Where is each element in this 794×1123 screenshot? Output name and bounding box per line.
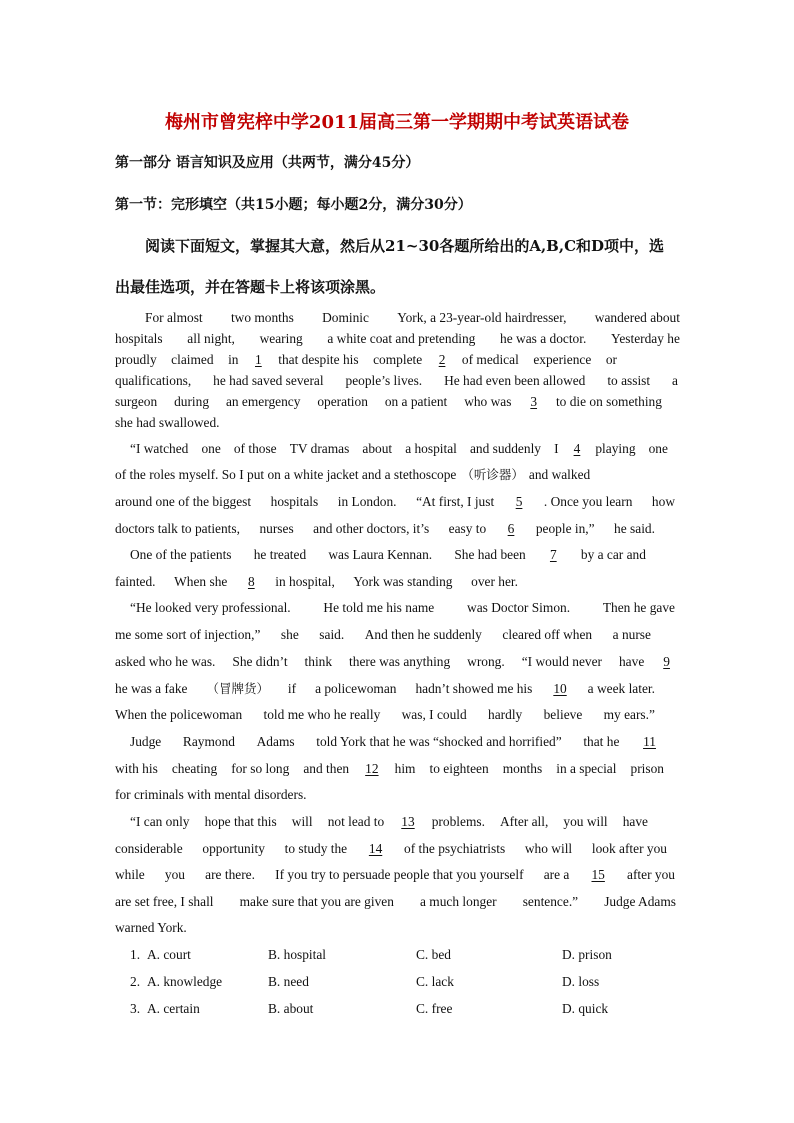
blank-7[interactable]: 7 [549, 547, 557, 562]
passage-line: with his cheating for so long and then 12 him to eighteen months in a special prison [115, 759, 664, 779]
passage-line: “He looked very professional. He told me his name was Doctor Simon. Then he gave [130, 600, 675, 615]
exam-title: 梅州市曾宪梓中学2011届高三第一学期期中考试英语试卷 [164, 112, 630, 133]
passage-line: considerable opportunity to study the 14 of the psychiatrists who will look after you [115, 839, 667, 859]
passage-line: Judge Raymond Adams told York that he was “shocked and horrified” that he 11 [130, 732, 658, 752]
instruction-line-1: 阅读下面短文，掌握其大意，然后从21~30各题所给出的A,B,C和D项中，选 [145, 237, 665, 255]
blank-10[interactable]: 10 [553, 681, 567, 696]
passage-line: he was a fake （冒牌货） if a policewoman hadn’t showed me his 10 a week later. [115, 679, 655, 699]
passage-line: of the roles myself. So I put on a white jacket and a stethoscope （听诊器） and walked [115, 467, 591, 482]
option-a[interactable]: A. certain [147, 1001, 200, 1016]
passage-line: me some sort of injection,” she said. And then he suddenly cleared off when a nurse [115, 627, 651, 642]
passage-line: For almost two months Dominic York, a 23-year-old hairdresser, wandered about [145, 310, 680, 325]
option-b[interactable]: B. about [268, 1001, 314, 1016]
passage-line: qualifications, he had saved several people’s lives. He had even been allowed to assist a [115, 373, 678, 388]
blank-15[interactable]: 15 [591, 867, 605, 882]
blank-6[interactable]: 6 [507, 521, 515, 536]
passage-line: warned York. [115, 920, 187, 935]
passage-line: around one of the biggest hospitals in London. “At first, I just 5 . Once you learn how [115, 492, 675, 512]
option-c[interactable]: C. bed [416, 947, 451, 962]
blank-9[interactable]: 9 [663, 654, 670, 669]
blank-3[interactable]: 3 [530, 394, 538, 409]
passage-line: surgeon during an emergency operation on a patient who was 3 to die on something [115, 392, 662, 412]
blank-1[interactable]: 1 [255, 352, 262, 367]
option-a[interactable]: A. court [147, 947, 191, 962]
blank-4[interactable]: 4 [573, 441, 581, 456]
part-heading: 第一部分 语言知识及应用（共两节，满分45分） [115, 155, 420, 171]
passage-line: for criminals with mental disorders. [115, 787, 307, 802]
instruction-line-2: 出最佳选项，并在答题卡上将该项涂黑。 [115, 278, 386, 296]
blank-5[interactable]: 5 [515, 494, 523, 509]
blank-13[interactable]: 13 [401, 814, 415, 829]
passage-line: proudly claimed in 1 that despite his complete 2 of medical experience or [115, 350, 617, 370]
option-b[interactable]: B. need [268, 974, 309, 989]
option-d[interactable]: D. quick [562, 1001, 609, 1016]
passage-line: she had swallowed. [115, 415, 220, 430]
passage-line: fainted. When she 8 in hospital, York was standing over her. [115, 572, 518, 592]
option-d[interactable]: D. loss [562, 974, 600, 989]
passage-line: hospitals all night, wearing a white coat and pretending he was a doctor. Yesterday he [115, 331, 680, 346]
passage-line: doctors talk to patients, nurses and other doctors, it’s easy to 6 people in,” he said. [115, 519, 655, 539]
passage-line: “I can only hope that this will not lead to 13 problems. After all, you will have [130, 812, 648, 832]
passage-line: while you are there. If you try to persuade people that you yourself are a 15 after you [115, 865, 675, 885]
passage-line: asked who he was. She didn’t think there was anything wrong. “I would never have 9 [115, 652, 672, 672]
passage-line: One of the patients he treated was Laura Kennan. She had been 7 by a car and [130, 545, 646, 565]
option-d[interactable]: D. prison [562, 947, 612, 962]
passage-line: When the policewoman told me who he really was, I could hardly believe my ears.” [115, 707, 655, 722]
blank-14[interactable]: 14 [368, 841, 383, 856]
option-c[interactable]: C. lack [416, 974, 454, 989]
option-c[interactable]: C. free [416, 1001, 453, 1016]
passage-line: are set free, I shall make sure that you are given a much longer sentence.” Judge Adams [115, 894, 676, 909]
blank-8[interactable]: 8 [247, 574, 255, 589]
option-a[interactable]: A. knowledge [147, 974, 223, 989]
section-heading: 第一节：完形填空（共15小题；每小题2分，满分30分） [115, 197, 472, 213]
blank-12[interactable]: 12 [365, 761, 379, 776]
passage-line: “I watched one of those TV dramas about a hospital and suddenly I 4 playing one [130, 439, 668, 459]
option-b[interactable]: B. hospital [268, 947, 327, 962]
exam-page: 梅州市曾宪梓中学2011届高三第一学期期中考试英语试卷 第一部分 语言知识及应用（共两节，满分45分） 第一节：完形填空（共15小题；每小题2分，满分30分） 阅读下面短文，掌握其大意，然后从21~30各题所给出的A,B,C和D项中，选 出最佳选项，并在答题卡上将该项涂黑。 For almost two months Dominic York, a 23-year-old hairdresser, wandered about hospitals all night, wearing a white coat and pretending he was a doctor. Yesterday he proudly claimed in 1 that despite his complete 2 of medical experience or qualifications, he had saved several people’s lives. He had even been allowed to assist a surgeon during an emergency operation on a patient who was 3 to die on something she had swallowed. “I watched one of those TV dramas about a hospital and suddenly I 4 playing one of the roles myself. So I put on a white jacket and a stethoscope （听诊器） and walked around one of the biggest hospitals in London. “At first, I just 5 . Once you learn how doctors talk to patients, nurses and other doctors, it’s easy to 6 people in,” he said. One of the patients he treated was Laura Kennan. She had been 7 by a car and fainted. When she 8 in hospital, York was standing over her. “He looked very professional. He told me his name was Doctor Simon. Then he gave me some sort of injection,” she said. And then he suddenly cleared off when a nurse asked who he was. She didn’t think there was anything wrong. “I would never have 9 he was a fake （冒牌货） if a policewoman hadn’t showed me his 10 a week later. When the policewoman told me who he really was, I could hardly believe my ears.” Judge Raymond Adams told York that he was “shocked and horrified” that he 11 with his cheating for so long and then 12 him to eighteen months in a special prison for criminals with mental disorders. “I can only hope that this will not lead to 13 problems. After all, you will have considerable opportunity to study the 14 of the psychiatrists who will look after you while you are there. If you try to persuade people that you yourself are a 15 after you are set free, I shall make sure that you are given a much longer sentence.” Judge Adams warned York. 1. A. court B. hospital C. bed D. prison 2. A. knowledge B. need C. lack D. loss 3. A. certain B. about C. free D. quick [0, 0, 794, 1123]
blank-11[interactable]: 11 [643, 734, 656, 749]
blank-2[interactable]: 2 [438, 352, 446, 367]
